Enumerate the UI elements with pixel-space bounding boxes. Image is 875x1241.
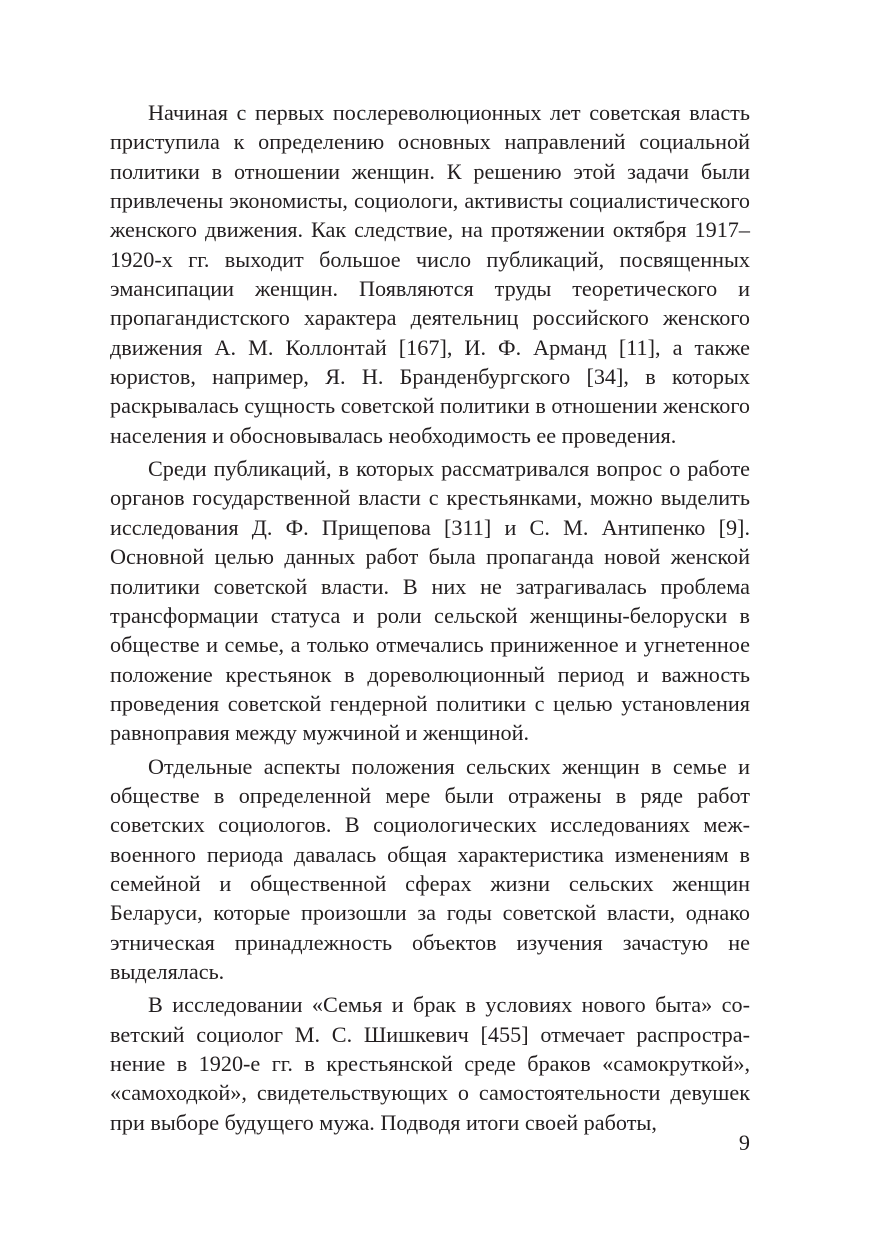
page-number: 9 (738, 1130, 750, 1155)
paragraph-3: Отдельные аспекты положения сельских женщин в семье и обществе в определенной мере были отражены в ряде работ советских социологов. В социологических исследованиях межвоенного периода давалась общая характеристика изменениям в семейной и общественной сферах жизни сельских женщин Беларуси, которые произошли за годы советской власти, однако этническая принадлежность объектов изучения зачастую не выделялась. (110, 753, 750, 984)
paragraph-4: В исследовании «Семья и брак в условиях нового быта» советский социолог М. С. Шишкевич [455] отмечает распространение в 1920-е гг. в крестьянской среде браков «самокруткой», «самоходкой», свидетельствующих о самостоятельности девушек при выборе будущего мужа. Подводя итоги своей работы, (110, 992, 750, 1135)
paragraph-2: Среди публикаций, в которых рассматривался вопрос о работе органов государственной власти с крестьянками, можно выделить исследования Д. Ф. Прищепова [311] и С. М. Антипенко [9]. Основной целью данных работ была пропаганда новой женской политики советской власти. В них не затрагивалась проблема трансформации статуса и роли сельской женщины-белоруски в обществе и семье, а только отмечались приниженное и угнетенное положение крестьянок в дореволюционный период и важность проведения советской гендерной политики с целью установления равноправия между мужчиной и женщиной. (110, 456, 750, 746)
paragraph-1: Начиная с первых послереволюционных лет советская власть приступила к определению основных направлений социальной политики в отношении женщин. К решению этой задачи были привлечены экономисты, социологи, активисты социалистического женского движения. Как следствие, на протяжении октября 1917–1920-х гг. выходит большое число публикаций, посвященных эмансипации женщин. Появляются труды теоретического и пропагандистского характера деятельниц российского женского движения А. М. Коллонтай [167], И. Ф. Арманд [11], а также юристов, например, Я. Н. Бранденбургского [34], в которых раскрывалась сущность советской политики в отношении женского населения и обосновывалась необходимость ее проведения. (110, 100, 750, 448)
body-text (110, 98, 750, 1141)
